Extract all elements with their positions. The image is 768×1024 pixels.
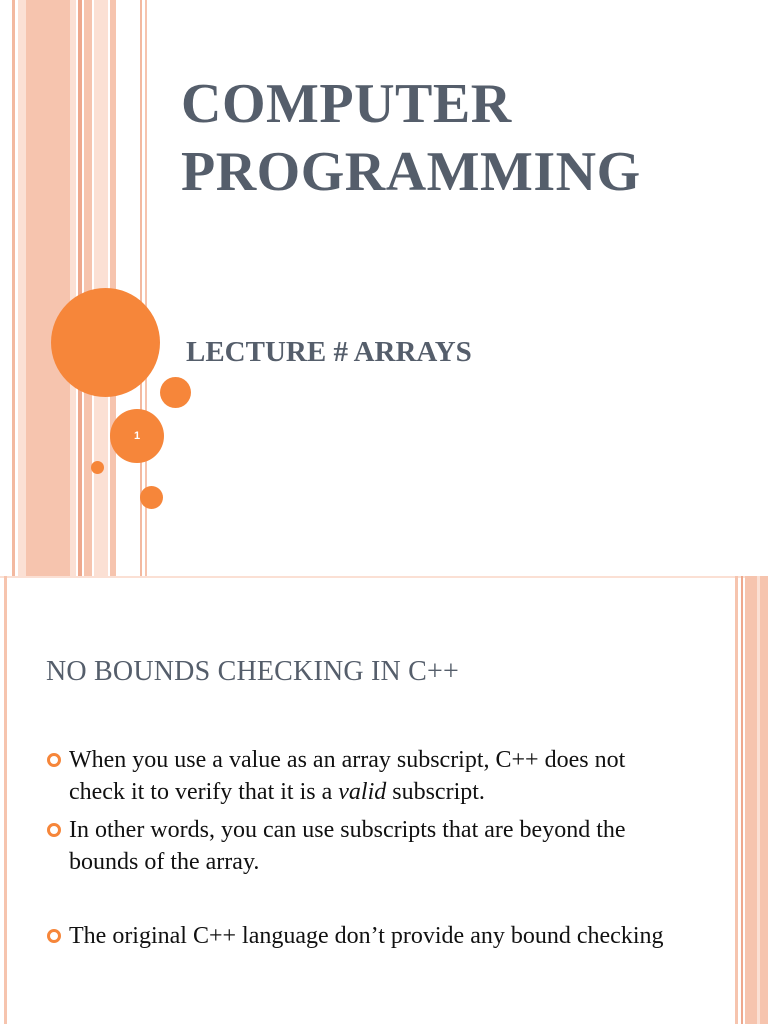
left-decor-stripe — [12, 0, 15, 576]
bullet-text: The original C++ language don’t provide any bound checking — [69, 923, 664, 949]
left-edge-stripe — [4, 576, 7, 1024]
decor-circle-small — [160, 377, 191, 408]
decor-circle-tiny — [91, 461, 104, 474]
bullet-text: When you use a value as an array subscript, C++ does not — [69, 747, 626, 773]
slide-title — [181, 70, 641, 206]
bullet-item — [46, 920, 726, 952]
right-decor-stripe — [741, 576, 743, 1024]
bullet-text: bounds of the array. — [69, 849, 260, 875]
bullet-text: subscript. — [386, 779, 485, 805]
right-decor-stripe — [757, 576, 760, 1024]
slide-subtitle: LECTURE # ARRAYS — [186, 336, 472, 368]
left-decor-stripe — [70, 0, 76, 576]
top-decor-band — [0, 576, 768, 578]
title-line: COMPUTER — [181, 73, 512, 135]
bullet-item — [46, 744, 726, 808]
ring-bullet-icon — [47, 823, 61, 837]
title-line: PROGRAMMING — [181, 141, 641, 203]
left-decor-stripe — [18, 0, 26, 576]
bullet-text: check it to verify that it is a — [69, 779, 339, 805]
page-number: 1 — [133, 430, 141, 442]
bullet-text: In other words, you can use subscripts that are beyond the — [69, 817, 626, 843]
left-decor-stripe — [26, 0, 70, 576]
decor-circle-small — [140, 486, 163, 509]
decor-circle-large — [51, 288, 160, 397]
left-decor-stripe — [84, 0, 92, 576]
bullet-item — [46, 814, 726, 878]
bullet-list — [46, 744, 726, 952]
ring-bullet-icon — [47, 929, 61, 943]
ring-bullet-icon — [47, 753, 61, 767]
right-decor-stripe — [735, 576, 738, 1024]
emphasis-text: valid — [338, 779, 387, 805]
content-heading: NO BOUNDS CHECKING IN C++ — [46, 656, 460, 687]
left-decor-stripe — [78, 0, 82, 576]
